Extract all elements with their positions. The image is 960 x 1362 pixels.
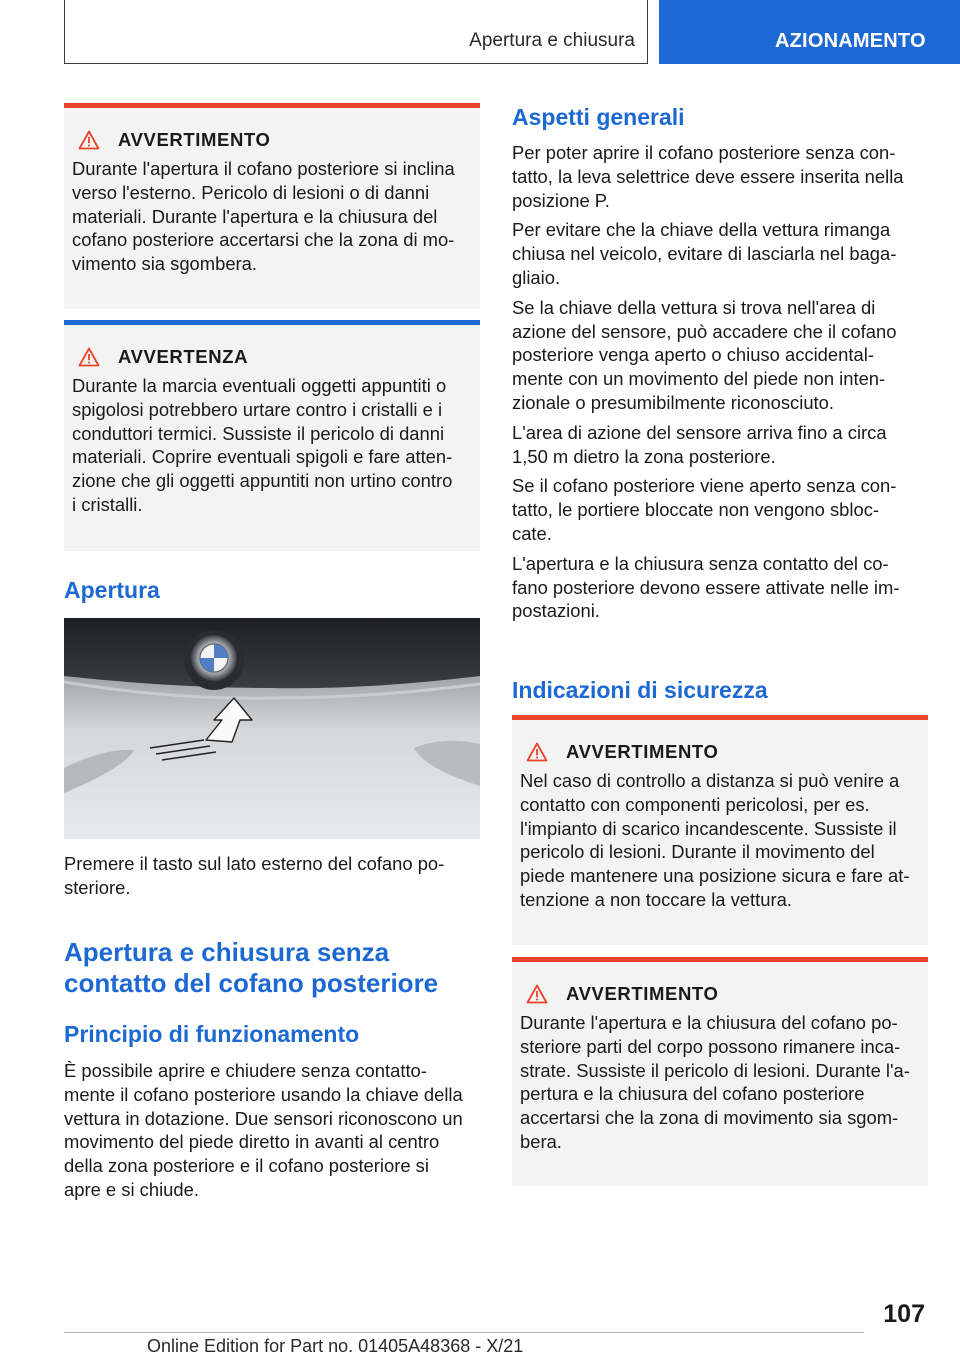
text-line: steriore.	[64, 876, 131, 898]
text-line: pericolo di lesioni. Durante il movimento del	[520, 841, 875, 863]
text-line: pertura e la chiusura del cofano posteriore	[520, 1083, 865, 1105]
heading-line: Apertura e chiusura senza	[64, 937, 390, 967]
photo-caption	[64, 852, 444, 900]
text-line: bera.	[520, 1130, 562, 1152]
warning-triangle-icon	[526, 984, 548, 1004]
warning-title: AVVERTIMENTO	[566, 741, 719, 762]
text-line: vimento sia sgombera.	[72, 253, 258, 275]
paragraph	[512, 218, 904, 289]
text-line: fano posteriore devono essere attivate nelle im‐	[512, 576, 900, 598]
text-line: L'area di azione del sensore arriva fino a circa	[512, 421, 887, 443]
warning-title: AVVERTIMENTO	[566, 983, 719, 1004]
general-text	[512, 141, 904, 623]
text-line: azione del sensore, può accadere che il cofano	[512, 320, 897, 342]
text-line: accertarsi che la zona di movimento sia sgom‐	[520, 1107, 899, 1129]
text-line: Se la chiave della vettura si trova nell'area di	[512, 296, 876, 318]
text-line: zionale o presumibilmente riconosciuto.	[512, 391, 834, 413]
text-line: Premere il tasto sul lato esterno del cofano po‐	[64, 853, 445, 874]
text-line: materiali. Durante l'apertura e la chiusura del	[72, 205, 438, 227]
text-line: Durante l'apertura il cofano posteriore si inclina	[72, 158, 455, 179]
warning-box-2	[512, 715, 928, 945]
text-line: posteriore venga aperto o chiuso accidental‐	[512, 344, 874, 366]
text-line: cofano posteriore accertarsi che la zona di mo‐	[72, 229, 455, 251]
footer-divider	[64, 1332, 864, 1333]
caution-bar	[64, 320, 480, 325]
warning-triangle-icon	[526, 742, 548, 762]
paragraph	[512, 141, 904, 212]
text-line: È possibile aprire e chiudere senza contatto‐	[64, 1060, 427, 1081]
text-line: Durante la marcia eventuali oggetti appuntiti o	[72, 375, 447, 396]
warning-bar	[512, 957, 928, 962]
principle-text	[64, 1059, 463, 1202]
warning-title: AVVERTIMENTO	[118, 129, 271, 150]
text-line: mente con un movimento del piede non inten‐	[512, 368, 886, 390]
paragraph	[512, 421, 904, 469]
warning-text	[72, 157, 480, 276]
heading-contactless	[64, 937, 438, 999]
text-line: tatto, la leva selettrice deve essere inserita nella	[512, 165, 904, 187]
text-line: L'apertura e la chiusura senza contatto del co‐	[512, 552, 889, 574]
text-line: Nel caso di controllo a distanza si può venire a	[520, 770, 900, 791]
text-line: contatto con componenti pericolosi, per es.	[520, 793, 870, 815]
warning-bar	[64, 103, 480, 108]
text-line: i cristalli.	[72, 493, 143, 515]
tailgate-illustration	[64, 618, 480, 839]
heading-safety: Indicazioni di sicurezza	[512, 677, 768, 703]
warning-triangle-icon	[78, 347, 100, 367]
heading-apertura: Apertura	[64, 577, 160, 603]
text-line: Se il cofano posteriore viene aperto senza con‐	[512, 475, 897, 497]
text-line: chiusa nel veicolo, evitare di lasciarla nel baga‐	[512, 243, 897, 265]
text-line: verso l'esterno. Pericolo di lesioni o di danni	[72, 181, 430, 203]
text-line: 1,50 m dietro la zona posteriore.	[512, 445, 776, 467]
warning-triangle-icon	[78, 130, 100, 150]
page-number: 107	[883, 1300, 925, 1328]
warning-box-3	[512, 957, 928, 1186]
text-line: posizione P.	[512, 189, 610, 211]
text-line: della zona posteriore e il cofano posteriore si	[64, 1155, 429, 1177]
text-line: spigolosi potrebbero urtare contro i cristalli e i	[72, 398, 443, 420]
text-line: l'impianto di scarico incandescente. Sussiste il	[520, 817, 897, 839]
text-line: apre e si chiude.	[64, 1178, 199, 1200]
text-line: movimento del piede diretto in avanti al centro	[64, 1131, 440, 1153]
text-line: zione che gli oggetti appuntiti non urtino contro	[72, 470, 453, 492]
text-line: vettura in dotazione. Due sensori riconoscono un	[64, 1107, 463, 1129]
paragraph	[512, 474, 904, 545]
text-line: cate.	[512, 522, 552, 544]
text-line: piede mantenere una posizione sicura e fare at‐	[520, 865, 910, 887]
text-line: steriore parti del corpo possono rimanere inca‐	[520, 1035, 901, 1057]
text-line: postazioni.	[512, 600, 600, 622]
warning-bar	[512, 715, 928, 720]
warning-text	[520, 769, 928, 912]
paragraph	[512, 552, 904, 623]
heading-general: Aspetti generali	[512, 104, 685, 130]
caution-title: AVVERTENZA	[118, 346, 249, 367]
text-line: Per poter aprire il cofano posteriore senza con‐	[512, 142, 896, 163]
text-line: tatto, le portiere bloccate non vengono sbloc‐	[512, 499, 880, 521]
warning-text	[520, 1011, 928, 1154]
text-line: mente il cofano posteriore usando la chiave della	[64, 1083, 463, 1105]
tailgate-photo	[64, 618, 480, 839]
text-line: strate. Sussiste il pericolo di lesioni. Durante l'a‐	[520, 1059, 910, 1081]
header-section-box	[64, 0, 648, 64]
text-line: tenzione a non toccare la vettura.	[520, 888, 792, 910]
heading-line: contatto del cofano posteriore	[64, 968, 439, 998]
warning-box-1	[64, 103, 480, 309]
paragraph	[512, 296, 904, 415]
caution-box-1	[64, 320, 480, 551]
text-line: materiali. Coprire eventuali spigoli e fare atten‐	[72, 446, 453, 468]
text-line: Durante l'apertura e la chiusura del cofano po‐	[520, 1012, 898, 1033]
header-chapter-tab: AZIONAMENTO	[659, 0, 960, 64]
text-line: conduttori termici. Sussiste il pericolo di danni	[72, 422, 445, 444]
footer-edition: Online Edition for Part no. 01405A48368 - X/21	[147, 1336, 524, 1356]
text-line: Per evitare che la chiave della vettura rimanga	[512, 219, 891, 241]
header-section-title: Apertura e chiusura	[469, 30, 635, 51]
heading-principle: Principio di funzionamento	[64, 1021, 360, 1047]
caution-text	[72, 374, 480, 517]
text-line: gliaio.	[512, 266, 561, 288]
